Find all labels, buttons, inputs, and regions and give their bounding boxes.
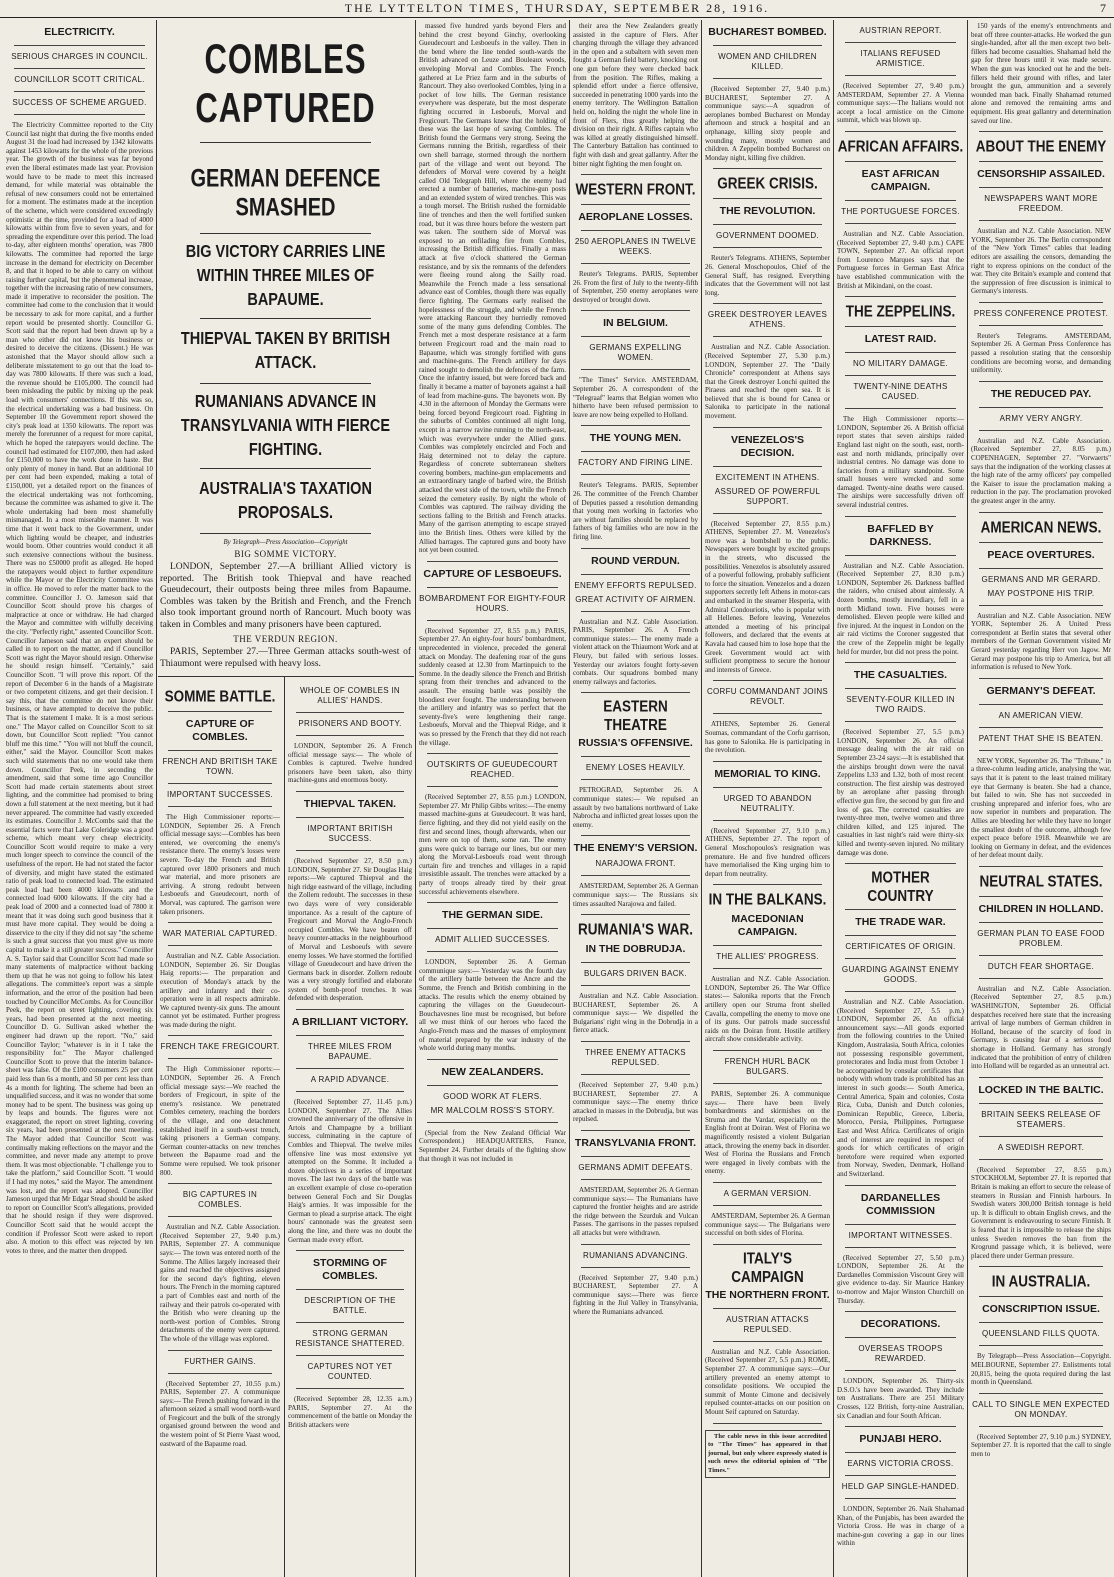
article-body: their area the New Zealanders greatly assisted in the capture of Flers. After charging through the village they advanced in the open and a subaltern with seven men fought a German field battery, knocking out one gun before they were checked back from the position. The Rifles, making a splendid effort under a fierce offensive, succeeded in penetrating 1000 yards into the enemy territory. The Wellington Battalion held on, holding the night the whole line in front of Flers, thus greatly helping the division on their right. A Rifles captain who was killed at greatly distinguished himself. The Canterbury Battalion has continued to fight with dash and great gallantry. After the bitter night fighting the men fought on. [573,22,698,168]
subhead: NARAJOWA FRONT. [595,859,676,869]
article-body: PARIS, September 26. A communique says:— There have been lively bombardments and skirmishes on the Struma and the Vardar, especially on the English front at Doiran. West of Florina we magnificently resisted a violent Bulgarian attack, throwing the enemy back in disorder. West of Florina the Russians and French were engaged in lively combats with the enemy. [705,1090,830,1176]
article-body: Australian and N.Z. Cable Association. NEW YORK, September 26. A United Press correspondent at Berlin states that several other members of the German Government visited Mr Gerard yesterday regarding Herr von Jagow. Mr Gerard may postpone his trip to America, but all information is refused to New York. [971,611,1111,672]
subhead: LATEST RAID. [864,333,937,346]
editorial-note: The cable news in this issue accredited to "The Times" has appeared in that journal, but only where expressly stated is such news the editorial opinion of "The Times." [705,1430,830,1479]
article-body: Australian and N.Z. Cable Association. (Received September 27, 8.05 p.m.) COPENHAGEN, September 27. "Vorwaerts" says that the indignation of the working classes at the high rate of the army officers' pay compelled the Kaiser to issue the proclamation making a reduction in the pay. The proclamation provoked the greatest anger in the army. [971,436,1111,505]
subhead: FURTHER GAINS. [184,1356,256,1366]
article-body: AMSTERDAM, September 26. A German communique says:— The Bulgarians were successful on both sides of Florina. [705,1211,830,1238]
article-body: (Received September 27, 9.40 p.m.) BUCHAREST, September 27. A communique says:—A squadron of aeroplanes bombed Bucharest on Monday afternoon and struck a hospital and an orphanage, killing sixty people and wounding many, mostly women and children. A Zeppelin bombed Bucharest on Monday night, killing five children. [705,85,830,162]
headline: ITALY'S CAMPAIGN [731,1249,804,1285]
column-rule [284,676,285,1577]
headline: WESTERN FRONT. [575,180,696,199]
article-body: Reuter's Telegrams. AMSTERDAM, September 26. A German Press Conference has passed a resolution stating that the censorship conditions are becoming worse, and demanding uniformity. [971,331,1111,375]
subhead: THE TRADE WAR. [855,916,946,929]
article-body: Australian and N.Z. Cable Association. (Received September 27, 5.5 p.m.) LONDON, September 26. An official announcement says:—All goods exported from the following countries to the United Kingdom, Australasia, South Africa, colonies not possessing responsible government, protectorates and India must from October 1 be accompanied by consular certificates that nobody with whom trade is prohibited has an interest in such goods:— South America, Central America, Spain and colonies, Costa Rica, Cuba, Danish and Dutch colonies, Dominican Republic, Greece, Liberia, Morocco, Persia, Philippines, Portuguese East and West Africa. Certificates of origin and of interest are required in respect of goods for which certificates of origin heretofore were required when exported from Norway, Sweden, Denmark, Holland and Switzerland. [837,998,964,1178]
subhead: EXCITEMENT IN ATHENS. [715,472,820,482]
article-body: Reuter's Telegrams. ATHENS, September 26. General Moschopoulos, Chief of the General Staff, has resigned. Everything indicates that the Government will not last long. [705,254,830,297]
subhead: AN AMERICAN VIEW. [998,710,1084,720]
article-body: (Received September 27, 5.5 p.m.) LONDON, September 26. An official message dealing with the air raid on September 23-24 says:—It is established that the airships brought down were the naval Zeppelins L33 and L32, both of most recent construction. The first airship was destroyed by an aeroplane after passing through effective gun fire, the second by gun fire and loss of gas. The corrected casualties are twenty-three men, twelve women and three children killed, and 125 injured. The casualties in last night's raid were thirty-six killed and twenty-seven injured. No military damage was done. [837,728,964,857]
article-body: PETROGRAD, September 26. A communique states:— We repulsed an assault by two battalions northward of Lake Nabrocha and inflicted great losses upon the enemy. [573,786,698,829]
subhead: GERMANY'S DEFEAT. [986,684,1096,697]
lead-headline: RUMANIANS ADVANCE IN TRANSYLVANIA WITH FIERCE FIGHTING. [180,392,391,460]
headline: AMERICAN NEWS. [980,518,1102,536]
subhead: ADMIT ALLIED SUCCESSES. [435,935,550,945]
article-body: (Received September 27, 9.40 p.m.) BUCHAREST, September 27. A communique says:—There was fierce fighting in the Jiul Valley in Transylvania, where the Rumanians advanced. [573,1273,698,1316]
subhead: MR MALCOLM ROSS'S STORY. [430,1105,555,1115]
subhead: THREE ENEMY ATTACKS REPULSED. [585,1048,686,1068]
column-rule [967,20,968,1577]
article-body: Australian and N.Z. Cable Association. PARIS, September 26. A French communique states:— The enemy made a violent attack on the Thiaumont Work and at Fleury, but failed with serious losses. Yesterday our aviators fought forty-seven combats. Our squadrons bombed many enemy railways and factories. [573,617,698,686]
article-body: Australian and N.Z. Cable Association. (Received September 27, 8.5 p.m.) WASHINGTON, September 26. Official despatches received here state that the increasing arrival of large numbers of German children in Holland, because of the scarcity of food in Germany, is causing fear of a serious food shortage in Holland. Germany has strongly indicated that the prohibition of entry of children into Holland will be regarded as an unneutral act. [971,984,1111,1071]
subhead: LOCKED IN THE BALTIC. [978,1083,1104,1096]
article-body: Australian and N.Z. Cable Association. (Received September 27, 9.40 p.m.) CAPE TOWN, September 27. An official report from Lourenco Marques says that the Portuguese forces in German East Africa have established communication with the British at Mikindani, on the coast. [837,229,964,290]
article-body: Australian and N.Z. Cable Association. LONDON, September 26. Sir Douglas Haig reports:— The preparation and execution of Monday's attack by the artillery and infantry and their co-operation were in all respects admirable. We captured twenty-six guns. The amount cannot yet be estimated. Further progress was made during the night. [160,952,280,1029]
article-body: Australian and N.Z. Cable Association. (Received September 27, 5.5 p.m.) ROME, September 27. A communique says:—Our artillery prevented an enemy attempt to consolidate positions. We occupied the summit of Monte Cimone and decisively repulsed counter-attacks on our position on Mount Seif captured on Saturday. [705,1347,830,1416]
subhead: THE YOUNG MEN. [589,432,682,445]
subhead: MAY POSTPONE HIS TRIP. [987,588,1095,598]
subhead: CAPTURE OF LESBOEUFS. [423,567,562,580]
lead-headline: AUSTRALIA'S TAXATION PROPOSALS. [199,479,372,523]
article-body: Australian and N.Z. Cable Association. NEW YORK, September 26. The Berlin correspondent of the "New York Times" cables that leading editors are assailing the censors, demanding the right to express opinions on the conduct of the war. They cite Britain's example and contend that the suppression of free discussion is inimical to Germany's interests. [971,227,1111,296]
subhead: SEVENTY-FOUR KILLED IN TWO RAIDS. [846,695,955,715]
headline: ELECTRICITY. [44,26,115,38]
subhead: AEROPLANE LOSSES. [578,211,693,224]
subhead: ARMY VERY ANGRY. [999,413,1083,423]
subhead: IN THE DOBRUDJA. [585,943,686,956]
headline: ABOUT THE ENEMY [975,137,1107,156]
subhead: IMPORTANT SUCCESSES. [166,790,274,799]
wire-credit: By Telegraph—Press Association—Copyright [223,539,348,546]
column-rule [156,20,157,1577]
subhead: AUSTRIAN REPORT. [859,26,942,35]
headline: GREEK CRISIS. [717,175,818,193]
article-body: (Received September 27, 11.45 p.m.) LONDON, September 27. The Allies crowned the anniversary of the offensive in Artois and Champagne by a brilliant success, culminating in the capture of Combles and Thiepval. The twelve miles offensive line was most extensive yet attempted on the Somme. It included a dozen objectives in a series of important moves. The last two days of the battle was an excellent example of close co-operation between General Foch and Sir Douglas Haig's armies. It was impossible for the German to plead a surprise attack. The eight hours' cannonade was the greatest seen along the line, and there was no doubt the German made every effort. [288,1098,412,1244]
subhead: DECORATIONS. [860,1318,941,1331]
article-body: NEW YORK, September 26. The "Tribune," in a three-column leading article, analysing the war, says that it is patent to the least trained military eye that Germany is beaten. She had a chance, but failed to win. She has not succeeded in crushing unprepared and inferior foes, who are now superior in numbers and preparation. The Allies are bleeding her while they have no longer the smallest doubt of the outcome, although few expect peace before 1918. Meanwhile we are looking on Germany in defeat, and the evidences of her defeat mount daily. [971,756,1111,860]
subhead: CHILDREN IN HOLLAND. [978,902,1104,915]
article-body: (Received September 27, 8.55 p.m.) PARIS, September 27. An eighty-four hours' bombardment, unprecedented in violence, preceded the general attack on Monday. The deafening roar of the guns suddenly ceased at 12.30 from Martinpuich to the Somme. In the deadly silence the French and British sprang from their trenches and advanced to the assault. The ensuing battle was possibly the bloodiest ever fought. The understanding between the artillery and infantry was so perfect that the seventy-five's were lengthening their range. Lesboeufs, Morval and the Thiepval Ridge, and it was so pressed by the French that they did not reach the village. [419,626,566,747]
subhead: IMPORTANT WITNESSES. [848,1230,953,1240]
column-western-front [573,22,698,1575]
article-body: AMSTERDAM, September 26. A German communique says:— The Russians six times assaulted Narajowa and failed. [573,882,698,908]
subhead: ITALIANS REFUSED ARMISTICE. [860,49,941,68]
lead-section-head: BIG SOMME VICTORY. [234,549,337,559]
subhead: NEW ZEALANDERS. [441,1065,544,1078]
subhead: THE ALLIES' PROGRESS. [716,952,819,962]
subhead: ROUND VERDUN. [591,554,680,567]
subhead: A BRILLIANT VICTORY. [291,1016,409,1029]
subhead: COUNCILLOR SCOTT CRITICAL. [14,75,145,84]
column-somme [160,682,280,1575]
subhead: BUCHAREST BOMBED. [708,26,827,38]
column-rule [569,20,570,1577]
article-body: (Received September 27, 8.55 p.m.) STOCKHOLM, September 27. It is reported that Britain is making an effort to secure the release of steamers in Russian and Finnish harbours. In Swedish waters 300,000 British tonnage is held up. It is difficult to obtain English crews, and the Government is endeavouring to secure Finnish. It is feared that it is impossible to release the ships unless Sweden removes the ban from the Krogrund passage which, it is believed, were placed there under German pressure. [971,1165,1111,1260]
article-body: (Received September 27, 5.50 p.m.) LONDON, September 26. At the Dardanelles Commission Viscount Grey will give evidence to-day. Sir Maurice Hankey to-morrow and Major Winston Churchill on Thursday. [837,1253,964,1305]
column-combles [288,682,412,1575]
subhead: A SWEDISH REPORT. [997,1142,1085,1152]
column-rule [833,20,834,1577]
subhead: CORFU COMMANDANT JOINS REVOLT. [706,687,829,707]
subhead: WAR MATERIAL CAPTURED. [162,929,278,939]
divider [158,676,414,677]
subhead: FRENCH AND BRITISH TAKE TOWN. [162,757,278,776]
subhead: EARNS VICTORIA CROSS. [847,1459,954,1469]
article-body: LONDON, September 26. Naik Shahamad Khan, of the Punjabis, has been awarded the Victoria Cross. He was in charge of a machine-gun covering a gap in our lines within [837,1505,964,1548]
subhead: CAPTURE OF COMBLES. [185,718,255,743]
article-body: Reuter's Telegrams. PARIS, September 26. The committee of the French Chamber of Deputies passed a resolution demanding that young men working in factories who are without families should be replaced by fathers of big families who are now in the firing line. [573,481,698,541]
subhead: OVERSEAS TROOPS REWARDED. [858,1344,943,1364]
article-body: (Received September 27, 8.55 p.m.) LONDON, September 27. Mr Philip Gibbs writes:—The enemy massed machine-guns at Gueudecourt. It was hard, fierce fighting, and they did not yield easily on the first and second lines, though afterwards, when our men were on top of them, some ran. The enemy guns were quick to barrage our lines, but our men along the Morval-Lesboeufs road went through curtain fire and trenches and villages in a rapid irresistible assault. The trenches were attacked by a party of troops already tired by their great successful achievements elsewhere. [419,793,566,896]
subhead: GOOD WORK AT FLERS. [443,1091,542,1101]
article-body: (Received September 27, 8.50 p.m.) LONDON, September 27. Sir Douglas Haig reports:—We captured Thiepval and the high ridge eastward of the village, including the Zollern redoubt. The successes in these two days were of very considerable importance. As a result of the capture of Fregicourt and Morval the Anglo-French occupied Combles. We have beaten off heavy counter-attacks in the neighbourhood of Morval and Lesboeufs with severe enemy losses. We have stormed the fortified village of Gueudecourt and have driven the Germans back in disorder. Zollern redoubt was a very strongly fortified and elaborate system of bomb-proof trenches. It was defended with desperation. [288,856,412,1003]
subhead: MACEDONIAN CAMPAIGN. [731,913,804,939]
article-body: The High Commissioner reports:— LONDON, September 26. A British official report states that seven airships raided England last night on the south, east, north-east and north midlands, principally over industrial centres. No damage was done to factories from a military standpoint. Some small houses were wrecked and some damaged. Twenty-nine deaths were caused. The airships were successfully driven off several industrial centres. [837,415,964,510]
subhead: GERMANS EXPELLING WOMEN. [589,343,682,363]
column-rule [701,20,702,1577]
article-body: (Received September 27, 8.55 p.m.) ATHENS, September 27. M. Venezelos's move was a bombshell to the public. Newspapers were bought by excited groups in the streets, who discussed the possibilities. Venezelos is absolutely assured of a powerful following, probably sufficient to force the situation. Venezelos and a dozen supporters secretly left Athens in motor-cars and embarked in the steamer Hesperia, with Admiral Condouriotis, who is popular with all Hellenes. Before leaving, Venezelos attended a meeting of his principal followers, and declared that the events at Kavala had caused him to lose hope that the Greek Government would act with sufficient promptness to secure the honour and interests of Greece. [705,519,830,674]
column-enemy [971,22,1111,1575]
subhead: THREE MILES FROM BAPAUME. [308,1042,392,1062]
article-body: The High Commissioner reports:— LONDON, September 26. A French official message says:—Combles has been entered, we overcoming the enemy's resistance there. The enemy's losses were severe. To-day the French and British captured over 1800 prisoners and much war material, and more prisoners are arriving. A strong redoubt between Lesboeufs and Gueudecourt, north of Morval, was captured. The garrison were taken prisoners. [160,813,280,916]
subhead: EAST AFRICAN CAMPAIGN. [861,167,940,193]
subhead: IN BELGIUM. [603,317,668,330]
lead-title: COMBLES CAPTURED [195,35,376,132]
article-body: LONDON, September 26. Thirty-six D.S.O.'s have been awarded. They include ten Australians. There are 251 Military Crosses, 122 British, forty-nine Australian, six Canadian and four South African. [837,1377,964,1420]
article-body: AMSTERDAM, September 26. A German communique says:— The Rumanians have captured the frontier heights and are astride the ridge between the Szurduk and Vulcan Passes. The garrisons in the passes repulsed all attacks but were withdrawn. [573,1186,698,1237]
subhead: MEMORIAL TO KING. [714,767,821,780]
lead-headline: BIG VICTORY CARRIES LINE WITHIN THREE MILES OF BAPAUME. [185,242,386,310]
headline: THE ZEPPELINS. [845,302,956,321]
subhead: BIG CAPTURES IN COMBLES. [182,1190,258,1210]
subhead: A RAPID ADVANCE. [310,1075,390,1085]
subhead: PEACE OVERTURES. [987,548,1095,561]
subhead: CAPTURES NOT YET COUNTED. [307,1362,393,1382]
article-body: 150 yards of the enemy's entrenchments and beat off three counter-attacks. He worked the gun single-handed, after all the men except two belt-fillers had become casualties. Shahamad held the gap for three hours until it was made secure. When the gun was knocked out he and the belt-fillers held their ground with rifles, and later brought the gun, ammunition and a severely wounded man back. Finally Shahamad returned alone and removed the remaining arms and equipment. His great gallantry and determination saved our line. [971,22,1111,125]
article-body: LONDON, September 26. A French official message says:— The whole of Combles is captured. Twelve hundred prisoners have been taken, also thirty machine-guns and enormous booty. [288,742,412,785]
lead-section-head: THE VERDUN REGION. [233,634,338,644]
article-body: ATHENS, September 26. General Soumas, commandant of the Corfu garrison, has gone to Salonika. He is participating in the revolution. [705,720,830,755]
subhead: GREAT ACTIVITY OF AIRMEN. [575,594,696,604]
subhead: FRENCH TAKE FREGICOURT. [160,1042,280,1052]
article-body: The Electricity Committee reported to the City Council last night that during the five months ended August 31 the load had increased by 1342 kilowatts against 1453 kilowatts for the whole of the previous year. The growth of the business was far beyond even the liberal estimates made last year. Provision would have to be made to meet this increased demand, for while material was obtainable the refusal of new consumers could not be entertained for a moment. The estimates made at the inception of the scheme, which were considered exceedingly optimistic at the time, provided for a load of 4000 kilowatts within from five to seven years, and for spreading the expenditure over this period. The load to-day, after eighteen months' operation, was 7800 kilowatts. The committee had reported the large increase in the demand for electricity on December 8, and that it hoped to be able to carry on without raising further capital, but the phenomenal increase, together with the increasing ratio of new consumers, made it imperative to reconsider the position. The committee had come to the conclusion that it would be necessary to ask for more capital, and a further report would be presented shortly. Councillor G. Scott said that the report had been drawn up by a man who either did not know his business or desired to deceive the citizens. (Dissent.) He was astonished that the Mayor should allow such a deliberate misstatement to go out that the load to-day was 7800 kilowatts. If there was such a load, the revenue should be £105,000. The council had been misleading the public by mixing up the peak load with consumers' connections. If this was so, the electrical undertaking was a bad business. On September 10 the Government report showed the city's peak load at 1350 kilowatts. The report was merely the forerunner of a request for more capital, which he hoped the ratepayers would decline. The council had estimated for £107,000, then had asked for £150,000 to have the work done in haste. But only plenty of money in hand. But an additional 10 per cent had been expended, making a total of £150,000, yet a detailed report on the finances of the electrical undertaking was not forthcoming, because the committee was ashamed to give it. The whole undertaking had been most shamefully mismanaged. In a most miserable manner. It was time that it went back to the Government, under which lighting would be cheaper, and industries would boom. Other countries would conduct it all such extensive connections without the business. There was no £50000 profit as alleged. He hoped the ratepayers would object to further expenditure while the Mayor or the Electricity Committee was in office. He moved to refer the matter back to the committee. Councillor J. O. Jameson said that Councillor Scott should prove his charges of malpractice at once or withdraw. He had charged the Mayor and committee with wilfully deceiving the city. "Perfectly right," assented Councillor Scott. Councillor Jameson said that an expert should be called in to report on the matter, and if Councillor Scott was right the Mayor should resign. Otherwise he should resign himself. "Certainly," said Councillor Scott. "I will prove this report. Of the report of December 6 in the hands of a Magistrate or two competent citizens, and get their decision. I say this, that the committee do not know their business, or have attempted to deceive the public. That is the statement I make. It is a most serious one." The Mayor called on Councillor Scott to sit down, but Councillor Scott replied: "You cannot bluff me this time." "You will not bluff the council, either," said the Mayor. Councillor Scott makes such wild statements that no one would take them down. Councillor Peek, in seconding the amendment, said that some time ago Councillor Scott had made certain statements about street lighting, and the committee had promised to bring down a full statement at the next meeting, but it had never appeared. The committee had vastly exceeded its estimates. Councillor J. McCombs said that the essential facts were that Lake Coleridge was a good scheme, which meant very cheap electricity. Councillor Scott would require to make a very much longer speech to convince the council of the usefulness of the report. He had not stated the factor of diversity, and might have stated the estimated ratio of peak load to connected load. The estimated peak load had been 4000 kilowatts and the connected load 6000 kilowatts. If the city had a peak load of 2000 and a connected load of 7800 it meant that it was doing such good business that it must have more capital. They would be doing a disservice to the city if they did not say "the scheme is such a great success that you must give us more capital to make it a still greater success." Councillor A. S. Taylor said that Councillor Scott had made so many statements of malpractice without backing them up that he was not going to follow his latest allegations. The committee's report was a simple information, and the error of the position had been touched by Councillor McCombs. As for Councillor Peek, the report on street lighting, covering six years, had been presented at the next meeting. Councillor D. G. Sullivan asked whether the engineer had drawn up the report. "No," said Councillor Taylor; "whatever is in it I take the responsibility for." The Mayor challenged Councillor Scott to prove that the interim balance-sheet was false. Of the £100 consumers 25 per cent paid less than 6s a month, and 50 per cent less than 4s a month for lighting. The scheme had been an unqualified success, and it was no wonder that some money had to be spent. The business was going up by leaps and bounds. The figures were not exaggerated, the report on street lighting, covering six years, had been presented at the next meeting. The Mayor added that Councillor Scott was continually making reflections on the mayor and the committee, and never made any attempt to prove them. It was most objectionable. "I challenge you to take the platform," said Councillor Scott. "I would if I had my notes," said the Mayor. The amendment was lost, and the report was adopted. Councillor Jameson urged that Mr Edgar Stead should be asked to report on Councillor Scott's allegations, provided that he should resign if they were disproved. Councillor Scott said that he would accept the condition if Professor Scott were asked to report also. A motion to this effect was rejected by ten votes to three, and the matter then dropped. [6,121,153,1255]
subhead: RUMANIANS ADVANCING. [583,1250,688,1260]
subhead: IMPORTANT BRITISH SUCCESS. [307,823,393,843]
subhead: NO MILITARY DAMAGE. [852,359,949,369]
subhead: BAFFLED BY DARKNESS. [867,522,934,548]
subhead: SUCCESS OF SCHEME ARGUED. [12,98,147,107]
article-body: (Received September 27, 9.10 p.m.) SYDNEY, September 27. It is reported that the call to single men to [971,1432,1111,1458]
headline: MOTHER COUNTRY [867,868,934,905]
subhead: PRESS CONFERENCE PROTEST. [973,308,1109,318]
subhead: PRISONERS AND BOOTY. [298,719,402,728]
subhead: CENSORSHIP ASSAILED. [977,168,1105,181]
article-body: "The Times" Service. AMSTERDAM, September 26. A correspondent of the "Telegraaf" learns that Belgian women who hitherto have been refused permission to leave are now being expelled to Holland. [573,376,698,419]
subhead: CALL TO SINGLE MEN EXPECTED ON MONDAY. [972,1399,1110,1419]
article-body: (Received September 27, 10.55 p.m.) PARIS, September 27. A communique says:— The French pushing forward in the afternoon seized a small wood north-ward of Fregicourt and the bulk of the strongly organised ground between the wood and the western point of St Pierre Vaast wood, eastward of the Bapaume road. [160,1379,280,1448]
subhead: GOVERNMENT DOOMED. [715,231,820,241]
lead-story [160,22,411,674]
article-body: (Received September 27, 9.40 p.m.) BUCHAREST, September 27. A communique says:—The enemy thrice attacked in masses in the Dobrudja, but was repulsed. [573,1081,698,1124]
subhead: THE NORTHERN FRONT. [705,1288,830,1301]
subhead: GERMANS AND MR GERARD. [981,574,1101,584]
lead-subtitle: GERMAN DEFENCE SMASHED [190,165,381,222]
subhead: BOMBARDMENT FOR EIGHTY-FOUR HOURS. [419,593,566,613]
subhead: THE GERMAN SIDE. [442,909,543,922]
article-body: By Telegraph—Press Association—Copyright. MELBOURNE, September 27. Enlistments total 20,815, being the quota required during the last month in Queensland. [971,1352,1111,1387]
article-body: (Received September 27, 9.40 p.m.) AMSTERDAM, September 27. A Vienna communique says:—The Italians would not accept a local armistice on the Cimone summit, which was blown up. [837,82,964,125]
column-rule [415,20,416,1577]
subhead: URGED TO ABANDON NEUTRALITY. [723,793,812,813]
lead-section-head [160,673,411,674]
subhead: A GERMAN VERSION. [723,1188,812,1198]
article-body: Australian and N.Z. Cable Association. BUCHAREST, September 26. A communique says:— We dispelled the Bulgarians' right wing in the Dobrudja in a fierce attack. [573,992,698,1035]
headline: IN AUSTRALIA. [991,1273,1091,1291]
subhead: THIEPVAL TAKEN. [303,797,397,810]
subhead: DARDANELLES COMMISSION [860,1191,941,1217]
article-body: LONDON, September 26. A German communique says:— Yesterday was the fourth day of the artillery battle between the Ancre and the Somme, the French and British combining in the attacks. The results which the enemy obtained by capturing the villages on the Gueudecourt-Bouchavesnes line must be recognised, but before all we must think of our heroes who faced the Anglo-French mass and the masses of employment of material prepared by the war industry of the whole world during many months. [419,958,566,1053]
subhead: WOMEN AND CHILDREN KILLED. [718,52,817,71]
column-battle-detail [419,22,566,1575]
article-body: Australian and N.Z. Cable Association. (Received September 27, 5.30 p.m.) LONDON, September 27. The "Daily Chronicle" correspondent at Athens says that the Greek destroyer Lonchi quitted the Piraeus and reached the open sea. It is believed that she is bound for Canea or Salonika to participate in the national movement. [705,343,830,421]
subhead: FACTORY AND FIRING LINE. [578,458,693,468]
subhead: THE PORTUGUESE FORCES. [841,206,960,216]
article-body: (Received September 28, 12.35 a.m.) PARIS, September 27. At the commencement of the battle on Monday the British attackers were [288,1395,412,1429]
subhead: DESCRIPTION OF THE BATTLE. [304,1296,396,1316]
subhead: GUARDING AGAINST ENEMY GOODS. [841,965,960,985]
lead-paragraph: PARIS, September 27.—Three German attacks south-west of Thiaumont were repulsed with heavy loss. [160,647,411,669]
page-number: 7 [1100,1,1106,15]
column-electricity [6,22,153,1575]
subhead: DUTCH FEAR SHORTAGE. [987,961,1095,971]
subhead: WHOLE OF COMBLES IN ALLIES' HANDS. [300,686,400,705]
headline: NEUTRAL STATES. [979,872,1103,890]
subhead: THE CASUALTIES. [853,669,948,682]
subhead: QUEENSLAND FILLS QUOTA. [982,1329,1100,1339]
article-body: Reuter's Telegrams. PARIS, September 26. From the first of July to the twenty-fifth of September, 250 enemy aeroplanes were destroyed or brought down. [573,270,698,304]
article-body: massed five hundred yards beyond Flers and behind the crest beyond Ginchy, overlooking Gueudecourt and Lesboeufs in the valley. Then in the bend where the line tended south-wards the British advanced on Leuze and Bouleaux woods, enveloping Morval and Combles. The French gathered at Le Priez farm and in the suburbs of Rancourt. They also overlooked Combles, lying in a pocket of low hills. The German resistance everywhere was desperate, but the most desperate fighting occurred in Lesboeufs, Morval and Fregicourt. The Germans knew that the holding of these was the last hope of saving Combles. The British found the Germans very strong. Seeing the Germans running the British, regardless of their own shell barrage, stormed through the northern part of the village and went out beyond. The defenders of Morval were covered by a height called Old Telegraph Hill, where the enemy had erected a number of batteries, machine-gun posts and an extended system of wired trenches. This was a tough morsel. The British rushed the formidable line of trenches and then the well fortified sunken road, but it was three hours before the western part was taken. The southern side of Morval was exposed to an enfilading fire from Combles, increasing the British difficulties. Finally a mass attack at five o'clock shattered the German resistance, and by six the remnants of the defenders were fleeing round along the Sailly road. Meanwhile the French made a less sensational advance east of Combles, though there was equally fierce fighting. The Germans early realised the hopelessness of the struggle, and while the French were attacking Rancourt they hurriedly removed some of the many guns defending Combles. The French met a most desperate resistance at a farm between Fregicourt road and the main road to Bapaume, which was strongly fortified with guns and machine-guns. The French artillery for days rained sought to demolish the defences of the farm. Once the infantry issued, but were forced back and finally it became a matter of bayonets against a hail of lead from machine-guns. The bayonets won. By 4.30 in the afternoon of Monday the Germans were being forced beyond Fregicourt road. Fighting in the suburbs of Combles continued all night long, except in a narrow ravine running to the north-east, which was everywhere under the Allied guns. Combles was completely encircled and Foch and Haig determined not to delay the capture. Regardless of concrete subterranean shelters covering bombers, machine-gun emplacements and an extraordinary tangle of barbed wire, the British attacked the west side of the town, while the French seized the cemetery easily. By night the whole of Combles was captured. The railway dividing the sections falling to the British and French attacks. Many of the garrison attempting to escape strayed into the British lines. Others were killed by the Allied barrages. The captured guns and booty have not yet been counted. [419,22,566,555]
article-body: Australian and N.Z. Cable Association. (Received September 27, 9.40 p.m.) PARIS, September 27. A communique says:— The town was entered north of the Somme. The Allies largely increased their gains and reached the objectives assigned for the second day's fighting, eleven hours. The French in the morning captured a part of Combles east and north of the railway and their patrols co-operated with the British who were cleaning up the north-west portion of Combles. Strong detachments of the enemy were captured. The whole of the village was explored. [160,1223,280,1343]
masthead-title: THE LYTTELTON TIMES, THURSDAY, SEPTEMBER 28, 1916. [344,1,770,15]
subhead: THE REDUCED PAY. [990,387,1092,400]
subhead: GREEK DESTROYER LEAVES ATHENS. [707,310,828,330]
subhead: TRANSYLVANIA FRONT. [574,1137,697,1150]
masthead [0,0,1114,18]
subhead: GERMAN PLAN TO EASE FOOD PROBLEM. [977,928,1105,948]
subhead: HELD GAP SINGLE-HANDED. [841,1482,960,1492]
lead-paragraph: LONDON, September 27.—A brilliant Allied victory is reported. The British took Thiepval and have reached Gueudecourt, their outposts being three miles from Bapaume. Combles was taken by the British and French, and the French also took important ground north of Rancourt. Much booty was taken in Combles and many prisoners have been captured. [160,562,411,630]
subhead: AUSTRIAN ATTACKS REPULSED. [726,1314,809,1334]
subhead: ASSURED OF POWERFUL SUPPORT. [714,486,821,506]
subhead: RUSSIA'S OFFENSIVE. [578,737,693,750]
headline: IN THE BALKANS. [708,891,827,909]
article-body: (Special from the New Zealand Official War Correspondent.) HEADQUARTERS, France, September 24. Further details of the fighting show that though it was not included in [419,1128,566,1163]
subhead: THE REVOLUTION. [719,205,816,218]
subhead: FRENCH HURL BACK BULGARS. [724,1057,811,1077]
headline: SOMME BATTLE. [164,687,276,706]
subhead: 250 AEROPLANES IN TWELVE WEEKS. [574,237,697,257]
article-body: (Received September 27, 9.10 p.m.) ATHENS, September 27. The report of General Moschopoulos's resignation was premature. He and five hundred officers have memorialised the King urging him to depart from neutrality. [705,826,830,878]
subhead: SERIOUS CHARGES IN COUNCIL. [11,52,148,61]
subhead: OUTSKIRTS OF GUEUDECOURT REACHED. [427,760,558,780]
article-body: The High Commissioner reports:— LONDON, September 26. A French official message says:—We reached the borders of Fregicourt, in spite of the enemy's resistance. We penetrated Combles cemetery, reaching the borders of the village, and one detachment established itself in a south-west trench, taking prisoners a German company. German counter-attacks on new trenches between the Bapaume road and the Somme were repulsed. We took prisoner 800. [160,1065,280,1177]
subhead: BRITAIN SEEKS RELEASE OF STEAMERS. [981,1109,1101,1129]
subhead: GERMANS ADMIT DEFEATS. [578,1163,693,1173]
column-balkans [705,22,830,1575]
article-body: Australian and N.Z. Cable Association. LONDON, September 26. The War Office states:— Salonika reports that the French artillery open our Struma front shelled Cavalla, compelling the enemy to move one of its guns. Our patrols made successful raids on the Doiran front. Hostile artillery aircraft show considerable activity. [705,975,830,1044]
subhead: VENEZELOS'S DECISION. [730,433,805,459]
headline: RUMANIA'S WAR. [578,920,693,939]
subhead: ENEMY EFFORTS REPULSED. [574,580,697,590]
subhead: CONSCRIPTION ISSUE. [982,1303,1100,1316]
subhead: THE ENEMY'S VERSION. [573,842,698,855]
subhead: PATENT THAT SHE IS BEATEN. [978,733,1104,743]
article-body: Australian and N.Z. Cable Association. (Received September 27, 8.30 p.m.) LONDON, September 26. Darkness baffled the raiders, who cruised about aimlessly. A dozen bombs, mostly incendiary, fell in a north Midland town. Five houses were demolished. Eleven people were killed and five injured. At the inquest in London on the air raid victims the Coroner suggested that the crew of the Zeppelin might be legally held for murder, but did not press the point. [837,561,964,656]
subhead: PUNJABI HERO. [859,1433,942,1446]
lead-headline: THIEPVAL TAKEN BY BRITISH ATTACK. [180,329,391,373]
headline: EASTERN THEATRE [603,697,668,734]
subhead: ENEMY LOSES HEAVILY. [585,763,686,773]
subhead: NEWSPAPERS WANT MORE FREEDOM. [984,194,1098,214]
subhead: STRONG GERMAN RESISTANCE SHATTERED. [295,1329,405,1349]
subhead: STORMING OF COMBLES. [313,1257,387,1283]
subhead: TWENTY-NINE DEATHS CAUSED. [853,382,948,402]
column-zeppelins [837,22,964,1575]
subhead: BULGARS DRIVEN BACK. [584,969,687,979]
subhead: CERTIFICATES OF ORIGIN. [845,942,956,952]
headline: AFRICAN AFFAIRS. [837,137,964,156]
